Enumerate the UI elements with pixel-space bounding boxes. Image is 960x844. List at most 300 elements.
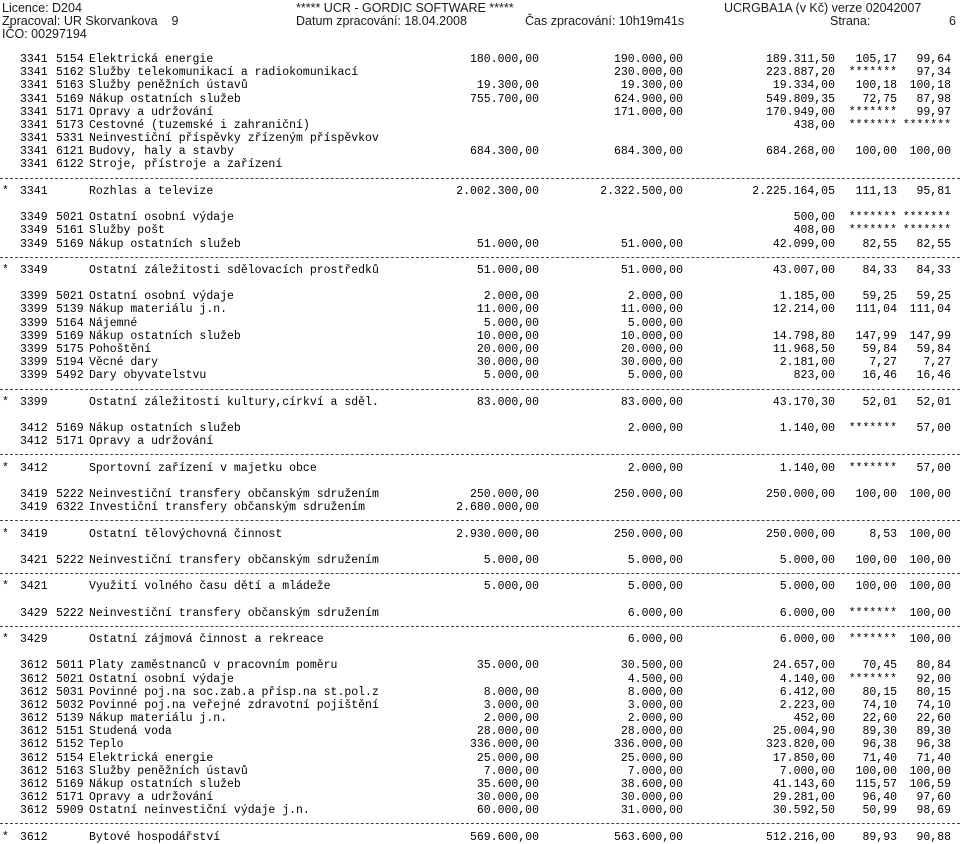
table-row: [0, 66, 960, 79]
item-code: 5151: [56, 725, 84, 739]
item-name: Nájemné: [89, 316, 138, 330]
approved-budget: 2.000,00: [483, 712, 539, 725]
percent-of-adjusted: 100,00: [909, 580, 951, 594]
adjusted-budget: 30.000,00: [620, 791, 683, 805]
approved-budget: 10.000,00: [476, 329, 539, 343]
actual-value: 19.334,00: [772, 79, 835, 93]
section-divider: [0, 823, 960, 824]
subtotal-marker: *: [2, 395, 9, 409]
actual-value: 11.968,50: [772, 343, 835, 356]
table-row: [0, 93, 960, 106]
item-code: 5171: [56, 105, 84, 119]
paragraph-code: 3612: [20, 659, 48, 673]
percent-of-approved: 100,00: [855, 764, 897, 778]
approved-budget: 30.000,00: [476, 356, 539, 370]
approved-budget: 28.000,00: [476, 725, 539, 739]
actual-value: 24.657,00: [772, 659, 835, 673]
table-row: [0, 673, 960, 686]
paragraph-code: 3612: [20, 804, 48, 818]
adjusted-budget: 684.300,00: [613, 145, 683, 159]
paragraph-code: 3612: [20, 672, 48, 686]
percent-of-approved: 8,53: [869, 527, 897, 541]
table-row: [0, 738, 960, 751]
item-code: 5169: [56, 92, 84, 106]
subtotal-row: [0, 396, 960, 409]
percent-of-approved: 52,01: [862, 395, 897, 409]
item-code: 5175: [56, 343, 84, 356]
approved-budget: 250.000,00: [469, 487, 539, 501]
item-name: Budovy, haly a stavby: [89, 145, 234, 159]
paragraph-code: 3419: [20, 487, 48, 501]
percent-of-adjusted: 111,04: [909, 303, 951, 317]
adjusted-budget: 5.000,00: [627, 580, 683, 594]
percent-of-approved: 72,75: [862, 92, 897, 106]
approved-budget: 336.000,00: [469, 738, 539, 752]
adjusted-budget: 5.000,00: [627, 369, 683, 383]
paragraph-code: 3399: [20, 329, 48, 343]
percent-of-approved: 7,27: [869, 356, 897, 370]
paragraph-code: 3349: [20, 263, 48, 277]
item-name: Neinvestiční transfery občanským sdružením: [89, 553, 379, 567]
table-row: [0, 106, 960, 119]
percent-of-adjusted: 147,99: [909, 329, 951, 343]
approved-budget: 684.300,00: [469, 145, 539, 159]
item-name: Služby pošt: [89, 224, 165, 238]
item-code: 5154: [56, 751, 84, 765]
percent-of-approved: *******: [848, 422, 897, 435]
item-name: Nákup materiálu j.n.: [89, 712, 228, 725]
table-row: [0, 607, 960, 620]
paragraph-code: 3612: [20, 764, 48, 778]
report-code: UCRGBA1A (v Kč) verze 02042007: [724, 1, 922, 15]
paragraph-code: 3612: [20, 698, 48, 712]
actual-value: 223.887,20: [765, 66, 835, 80]
subtotal-row: [0, 580, 960, 593]
table-row: [0, 791, 960, 804]
item-name: Ostatní osobní výdaje: [89, 211, 234, 225]
paragraph-code: 3349: [20, 224, 48, 238]
percent-of-adjusted: 80,84: [916, 659, 951, 673]
percent-of-adjusted: 57,00: [916, 422, 951, 435]
percent-of-adjusted: 95,81: [916, 184, 951, 198]
item-code: 5021: [56, 672, 84, 686]
percent-of-approved: 115,57: [855, 777, 897, 791]
approved-budget: 569.600,00: [469, 830, 539, 844]
item-code: 5031: [56, 685, 84, 699]
item-name: Investiční transfery občanským sdružením: [89, 501, 366, 515]
percent-of-approved: *******: [848, 66, 897, 80]
percent-of-adjusted: 16,46: [916, 369, 951, 383]
paragraph-code: 3612: [20, 738, 48, 752]
item-name: Povinné poj.na veřejné zdravotní pojištění: [89, 698, 379, 712]
adjusted-budget: 30.000,00: [620, 356, 683, 370]
actual-value: 408,00: [793, 224, 835, 238]
approved-budget: 60.000,00: [476, 804, 539, 818]
actual-value: 41.143,60: [772, 777, 835, 791]
percent-of-approved: 82,55: [862, 237, 897, 251]
processing-date: Datum zpracování: 18.04.2008: [296, 14, 467, 28]
adjusted-budget: 2.000,00: [627, 422, 683, 435]
approved-budget: 2.930.000,00: [456, 527, 539, 541]
table-row: [0, 752, 960, 765]
paragraph-code: 3349: [20, 211, 48, 225]
section-divider: [0, 178, 960, 179]
adjusted-budget: 336.000,00: [613, 738, 683, 752]
approved-budget: 5.000,00: [483, 580, 539, 594]
paragraph-code: 3349: [20, 237, 48, 251]
paragraph-code: 3612: [20, 751, 48, 765]
paragraph-code: 3612: [20, 791, 48, 805]
adjusted-budget: 38.600,00: [620, 777, 683, 791]
item-code: 6322: [56, 501, 84, 515]
paragraph-code: 3421: [20, 580, 48, 594]
subtotal-marker: *: [2, 461, 9, 475]
percent-of-approved: 100,18: [855, 79, 897, 93]
percent-of-adjusted: 71,40: [916, 751, 951, 765]
approved-budget: 3.000,00: [483, 698, 539, 712]
paragraph-code: 3341: [20, 105, 48, 119]
percent-of-adjusted: 92,00: [916, 672, 951, 686]
adjusted-budget: 6.000,00: [627, 632, 683, 646]
percent-of-adjusted: 96,38: [916, 738, 951, 752]
item-name: Opravy a udržování: [89, 791, 214, 805]
adjusted-budget: 51.000,00: [620, 237, 683, 251]
approved-budget: 7.000,00: [483, 764, 539, 778]
approved-budget: 2.002.300,00: [456, 184, 539, 198]
percent-of-adjusted: 74,10: [916, 698, 951, 712]
paragraph-code: 3399: [20, 343, 48, 356]
actual-value: 250.000,00: [765, 527, 835, 541]
table-row: [0, 699, 960, 712]
actual-value: 2.223,00: [779, 698, 835, 712]
actual-value: 4.140,00: [779, 672, 835, 686]
adjusted-budget: 8.000,00: [627, 685, 683, 699]
section-divider: [0, 520, 960, 521]
adjusted-budget: 30.500,00: [620, 659, 683, 673]
item-name: Nákup materiálu j.n.: [89, 303, 228, 317]
table-row: [0, 501, 960, 514]
item-code: 5169: [56, 237, 84, 251]
item-code: 5021: [56, 211, 84, 225]
adjusted-budget: 2.322.500,00: [600, 184, 683, 198]
paragraph-code: 3341: [20, 132, 48, 146]
paragraph-code: 3612: [20, 830, 48, 844]
adjusted-budget: 2.000,00: [627, 461, 683, 475]
actual-value: 6.412,00: [779, 685, 835, 699]
item-name: Opravy a udržování: [89, 435, 214, 449]
paragraph-code: 3341: [20, 118, 48, 132]
percent-of-approved: 80,15: [862, 685, 897, 699]
percent-of-adjusted: 98,69: [916, 804, 951, 818]
paragraph-code: 3399: [20, 369, 48, 383]
item-name: Ostatní neinvestiční výdaje j.n.: [89, 804, 310, 818]
table-row: [0, 488, 960, 501]
approved-budget: 5.000,00: [483, 316, 539, 330]
percent-of-approved: *******: [848, 632, 897, 646]
table-row: [0, 132, 960, 145]
paragraph-code: 3429: [20, 632, 48, 646]
table-row: [0, 356, 960, 369]
percent-of-adjusted: 84,33: [916, 263, 951, 277]
table-row: [0, 224, 960, 237]
item-code: 5169: [56, 329, 84, 343]
actual-value: 323.820,00: [765, 738, 835, 752]
adjusted-budget: 28.000,00: [620, 725, 683, 739]
percent-of-approved: 84,33: [862, 263, 897, 277]
item-name: Ostatní osobní výdaje: [89, 290, 234, 304]
paragraph-code: 3612: [20, 725, 48, 739]
paragraph-name: Ostatní zájmová činnost a rekreace: [89, 632, 324, 646]
table-row: [0, 686, 960, 699]
approved-budget: 2.680.000,00: [456, 501, 539, 515]
actual-value: 14.798,80: [772, 329, 835, 343]
percent-of-adjusted: 59,25: [916, 290, 951, 304]
paragraph-code: 3612: [20, 777, 48, 791]
item-code: 5331: [56, 132, 84, 146]
percent-of-approved: 96,40: [862, 791, 897, 805]
table-row: [0, 422, 960, 435]
licence-label: Licence: D204: [2, 1, 82, 15]
actual-value: 7.000,00: [779, 764, 835, 778]
paragraph-code: 3419: [20, 501, 48, 515]
adjusted-budget: 4.500,00: [627, 672, 683, 686]
item-name: Služby telekomunikací a radiokomunikací: [89, 66, 359, 80]
percent-of-adjusted: 7,27: [923, 356, 951, 370]
adjusted-budget: 11.000,00: [620, 303, 683, 317]
percent-of-approved: 89,30: [862, 725, 897, 739]
approved-budget: 35.600,00: [476, 777, 539, 791]
table-row: [0, 554, 960, 567]
paragraph-code: 3612: [20, 685, 48, 699]
percent-of-approved: 147,99: [855, 329, 897, 343]
actual-value: 549.809,35: [765, 92, 835, 106]
percent-of-approved: 111,04: [855, 303, 897, 317]
paragraph-name: Ostatní záležitosti kultury,církví a sděl.: [89, 395, 379, 409]
paragraph-code: 3341: [20, 92, 48, 106]
item-name: Neinvestiční transfery občanským sdružením: [89, 606, 379, 620]
item-name: Neinvestiční transfery občanským sdružením: [89, 487, 379, 501]
adjusted-budget: 19.300,00: [620, 79, 683, 93]
paragraph-name: Využití volného času dětí a mládeže: [89, 580, 331, 594]
item-code: 5152: [56, 738, 84, 752]
table-row: [0, 435, 960, 448]
paragraph-name: Ostatní tělovýchovná činnost: [89, 527, 283, 541]
percent-of-approved: 71,40: [862, 751, 897, 765]
item-code: 5021: [56, 290, 84, 304]
adjusted-budget: 25.000,00: [620, 751, 683, 765]
actual-value: 42.099,00: [772, 237, 835, 251]
percent-of-adjusted: *******: [902, 224, 951, 238]
subtotal-marker: *: [2, 263, 9, 277]
actual-value: 6.000,00: [779, 632, 835, 646]
item-name: Nákup ostatních služeb: [89, 777, 241, 791]
adjusted-budget: 624.900,00: [613, 92, 683, 106]
percent-of-approved: *******: [848, 461, 897, 475]
subtotal-marker: *: [2, 632, 9, 646]
table-row: [0, 765, 960, 778]
table-row: [0, 303, 960, 316]
item-code: 5139: [56, 712, 84, 725]
percent-of-adjusted: 82,55: [916, 237, 951, 251]
table-row: [0, 804, 960, 817]
adjusted-budget: 51.000,00: [620, 263, 683, 277]
paragraph-code: 3341: [20, 145, 48, 159]
item-code: 5139: [56, 303, 84, 317]
paragraph-code: 3341: [20, 184, 48, 198]
item-code: 5032: [56, 698, 84, 712]
item-name: Povinné poj.na soc.zab.a přísp.na st.pol.z: [89, 685, 379, 699]
actual-value: 170.949,00: [765, 105, 835, 119]
percent-of-approved: 50,99: [862, 804, 897, 818]
percent-of-approved: *******: [848, 606, 897, 620]
actual-value: 43.007,00: [772, 263, 835, 277]
item-code: 5164: [56, 316, 84, 330]
adjusted-budget: 2.000,00: [627, 712, 683, 725]
item-name: Věcné dary: [89, 356, 159, 370]
item-code: 5222: [56, 487, 84, 501]
paragraph-code: 3419: [20, 527, 48, 541]
approved-budget: 5.000,00: [483, 553, 539, 567]
subtotal-row: [0, 528, 960, 541]
actual-value: 500,00: [793, 211, 835, 225]
item-name: Cestovné (tuzemské i zahraniční): [89, 118, 310, 132]
approved-budget: 35.000,00: [476, 659, 539, 673]
page-number: 6: [949, 14, 956, 28]
paragraph-name: Sportovní zařízení v majetku obce: [89, 461, 317, 475]
item-name: Nákup ostatních služeb: [89, 237, 241, 251]
percent-of-approved: 22,60: [862, 712, 897, 725]
percent-of-approved: 59,25: [862, 290, 897, 304]
item-name: Nákup ostatních služeb: [89, 92, 241, 106]
paragraph-code: 3429: [20, 606, 48, 620]
percent-of-approved: 100,00: [855, 487, 897, 501]
item-code: 5169: [56, 777, 84, 791]
approved-budget: 20.000,00: [476, 343, 539, 356]
percent-of-adjusted: 80,15: [916, 685, 951, 699]
paragraph-code: 3399: [20, 316, 48, 330]
percent-of-adjusted: 57,00: [916, 461, 951, 475]
adjusted-budget: 250.000,00: [613, 487, 683, 501]
paragraph-code: 3399: [20, 395, 48, 409]
table-row: [0, 778, 960, 791]
percent-of-approved: *******: [848, 224, 897, 238]
subtotal-row: [0, 831, 960, 844]
processed-by: Zpracoval: UR Skorvankova 9: [2, 14, 179, 28]
item-code: 6121: [56, 145, 84, 159]
table-row: [0, 290, 960, 303]
subtotal-row: [0, 462, 960, 475]
section-divider: [0, 573, 960, 574]
adjusted-budget: 230.000,00: [613, 66, 683, 80]
item-name: Studená voda: [89, 725, 172, 739]
table-row: [0, 211, 960, 224]
percent-of-adjusted: 100,00: [909, 145, 951, 159]
actual-value: 5.000,00: [779, 553, 835, 567]
processing-time: Čas zpracování: 10h19m41s: [525, 14, 685, 28]
percent-of-adjusted: 100,00: [909, 632, 951, 646]
approved-budget: 19.300,00: [476, 79, 539, 93]
adjusted-budget: 3.000,00: [627, 698, 683, 712]
approved-budget: 25.000,00: [476, 751, 539, 765]
table-row: [0, 725, 960, 738]
item-code: 5161: [56, 224, 84, 238]
paragraph-code: 3341: [20, 79, 48, 93]
item-code: 5163: [56, 79, 84, 93]
percent-of-adjusted: 100,00: [909, 527, 951, 541]
actual-value: 2.181,00: [779, 356, 835, 370]
paragraph-code: 3341: [20, 53, 48, 66]
actual-value: 684.268,00: [765, 145, 835, 159]
paragraph-name: Rozhlas a televize: [89, 184, 214, 198]
paragraph-code: 3412: [20, 435, 48, 449]
approved-budget: 5.000,00: [483, 369, 539, 383]
percent-of-approved: 100,00: [855, 145, 897, 159]
table-row: [0, 119, 960, 132]
item-name: Elektrická energie: [89, 53, 214, 66]
percent-of-adjusted: 100,00: [909, 764, 951, 778]
percent-of-approved: 16,46: [862, 369, 897, 383]
adjusted-budget: 5.000,00: [627, 553, 683, 567]
section-divider: [0, 389, 960, 390]
table-row: [0, 330, 960, 343]
percent-of-adjusted: 97,34: [916, 66, 951, 80]
actual-value: 438,00: [793, 118, 835, 132]
actual-value: 512.216,00: [765, 830, 835, 844]
table-row: [0, 712, 960, 725]
subtotal-marker: *: [2, 527, 9, 541]
actual-value: 1.185,00: [779, 290, 835, 304]
actual-value: 1.140,00: [779, 422, 835, 435]
item-code: 6122: [56, 158, 84, 172]
percent-of-adjusted: 100,00: [909, 606, 951, 620]
item-code: 5011: [56, 659, 84, 673]
approved-budget: 2.000,00: [483, 290, 539, 304]
item-code: 5169: [56, 422, 84, 435]
adjusted-budget: 250.000,00: [613, 527, 683, 541]
adjusted-budget: 5.000,00: [627, 316, 683, 330]
percent-of-adjusted: 89,30: [916, 725, 951, 739]
item-name: Neinvestiční příspěvky zřízeným příspěvkov: [89, 132, 379, 146]
table-row: [0, 317, 960, 330]
adjusted-budget: 10.000,00: [620, 329, 683, 343]
adjusted-budget: 7.000,00: [627, 764, 683, 778]
item-code: 5162: [56, 66, 84, 80]
percent-of-approved: 100,00: [855, 553, 897, 567]
actual-value: 43.170,30: [772, 395, 835, 409]
table-row: [0, 79, 960, 92]
item-name: Stroje, přístroje a zařízení: [89, 158, 283, 172]
item-name: Elektrická energie: [89, 751, 214, 765]
percent-of-adjusted: 99,97: [916, 105, 951, 119]
approved-budget: 51.000,00: [476, 237, 539, 251]
percent-of-approved: 96,38: [862, 738, 897, 752]
item-code: 5171: [56, 435, 84, 449]
percent-of-adjusted: 106,59: [909, 777, 951, 791]
paragraph-code: 3341: [20, 66, 48, 80]
ico-label: IČO: 00297194: [2, 27, 87, 41]
actual-value: 1.140,00: [779, 461, 835, 475]
paragraph-code: 3341: [20, 158, 48, 172]
actual-value: 452,00: [793, 712, 835, 725]
table-row: [0, 238, 960, 251]
section-divider: [0, 626, 960, 627]
percent-of-adjusted: *******: [902, 118, 951, 132]
percent-of-adjusted: 59,84: [916, 343, 951, 356]
adjusted-budget: 6.000,00: [627, 606, 683, 620]
adjusted-budget: 31.000,00: [620, 804, 683, 818]
percent-of-adjusted: 52,01: [916, 395, 951, 409]
item-name: Nákup ostatních služeb: [89, 422, 241, 435]
